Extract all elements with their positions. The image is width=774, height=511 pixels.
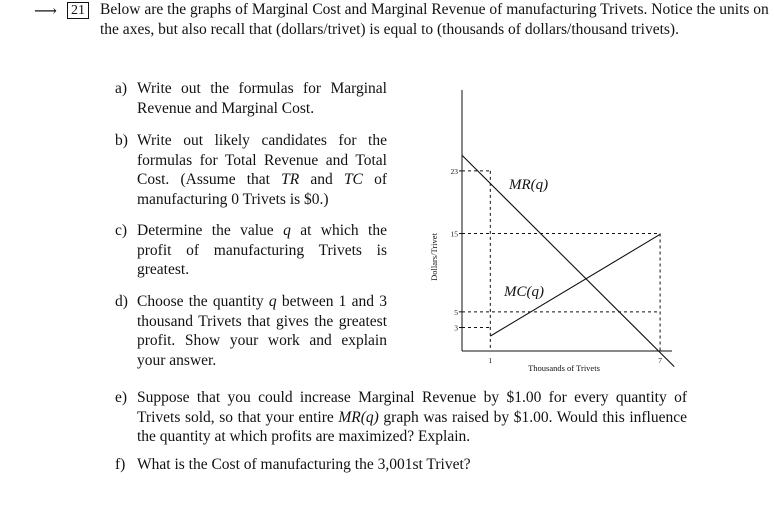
- chart-guides: [462, 171, 660, 351]
- part-e-label: e): [115, 389, 128, 406]
- y-tick-label-23: 23: [450, 166, 458, 176]
- y-tick-label-3: 3: [454, 323, 458, 333]
- math-tr: TR: [281, 171, 300, 188]
- part-b-text-2: and: [299, 171, 344, 188]
- chart-ticks: [451, 167, 663, 365]
- math-q: q: [283, 222, 291, 239]
- part-c-text-1: Determine the value: [137, 222, 284, 239]
- series-label-mr: MR(q): [509, 177, 549, 193]
- part-e-text-1: Suppose that you could increase Marginal Revenue by $1.00 for every quantity of Trivets sold, so that your entire: [137, 389, 687, 426]
- series-label-mc: MC(q): [504, 284, 544, 300]
- x-tick-label-1: 1: [488, 356, 493, 365]
- math-mrq: MR(q): [338, 408, 379, 426]
- y-axis-label: Dollars/Trivet: [429, 233, 439, 281]
- part-c-text-2: at which the profit of manufacturing Trivets is greatest.: [137, 222, 387, 278]
- part-d-text-1: Choose the quantity: [137, 293, 269, 310]
- part-a-text: Write out the formulas for Marginal Revenue and Marginal Cost.: [137, 80, 387, 117]
- math-tc: TC: [343, 171, 363, 188]
- chart-series: [462, 155, 674, 366]
- part-f-text: What is the Cost of manufacturing the 3,001st Trivet?: [137, 456, 471, 473]
- part-d-label: d): [115, 293, 128, 310]
- mr-line: [462, 155, 674, 366]
- x-axis-label: Thousands of Trivets: [528, 363, 600, 373]
- part-a-label: a): [115, 80, 128, 97]
- part-d-text-2: between 1 and 3 thousand Trivets that gives the greatest profit. Show your work and explain your answer.: [137, 293, 387, 369]
- problem-intro: Below are the graphs of Marginal Cost and Marginal Revenue of manufacturing Trivets. Notice the units on the axes, but also recall that (dollars/trivet) is equal to (thousands of dollars/thousand trivets).: [100, 1, 769, 38]
- x-tick-label-7: 7: [658, 356, 662, 365]
- y-tick-label-5: 5: [454, 307, 458, 317]
- math-q: q: [268, 293, 277, 310]
- part-f-label: f): [115, 456, 126, 473]
- y-tick-label-15: 15: [450, 229, 458, 239]
- pointer-arrow-icon: ⟶: [34, 3, 57, 20]
- part-c-label: c): [115, 222, 128, 239]
- part-e-text-2: graph was raised by $1.00. Would this influence the quantity at which profits are maximized? Explain.: [137, 408, 687, 445]
- problem-number: 21: [67, 2, 89, 19]
- part-b-label: b): [115, 132, 128, 149]
- part-b-text-3: of manufacturing 0 Trivets is $0.): [137, 171, 387, 208]
- part-b-text-1: Write out likely candidates for the formulas for Total Revenue and Total Cost. (Assume that: [137, 132, 387, 188]
